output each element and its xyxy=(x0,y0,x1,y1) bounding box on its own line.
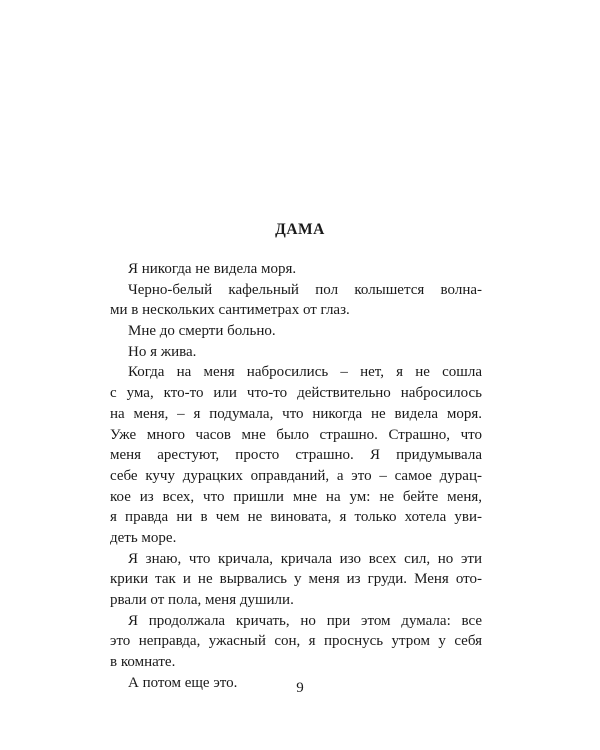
text-line: Я никогда не видела моря. xyxy=(128,261,297,277)
text-line: себе кучу дурацких оправданий, а это – самое дурац- xyxy=(110,467,482,484)
text-line: Я продолжала кричать, но при этом думала: все xyxy=(128,612,482,629)
text-line: кое из всех, что пришли мне на ум: не бейте меня, xyxy=(110,488,482,505)
text-line: в комнате. xyxy=(110,654,176,671)
text-line: с ума, кто-то или что-то действительно набросилось xyxy=(110,385,482,402)
text-line: ми в нескольких сантиметрах от глаз. xyxy=(110,302,350,319)
text-line: крики так и не вырвались у меня из груди. Меня ото- xyxy=(110,571,482,588)
body-text xyxy=(110,259,482,693)
text-line: Я знаю, что кричала, кричала изо всех сил, но эти xyxy=(128,550,482,567)
text-line: Мне до смерти больно. xyxy=(128,323,276,340)
text-line: Черно-белый кафельный пол колышется волна- xyxy=(128,281,482,298)
text-line: меня арестуют, просто страшно. Я придумывала xyxy=(110,447,482,464)
text-line: рвали от пола, меня душили. xyxy=(110,592,294,608)
text-line: А потом еще это. xyxy=(128,674,238,691)
page-number: 9 xyxy=(296,680,304,696)
text-line: на меня, – я подумала, что никогда не видела моря. xyxy=(110,405,482,422)
chapter-title: ДАМА xyxy=(275,221,325,238)
text-line: Но я жива. xyxy=(128,343,197,360)
text-line: Уже много часов мне было страшно. Страшно, что xyxy=(110,426,482,443)
text-line: Когда на меня набросились – нет, я не сошла xyxy=(128,364,482,381)
text-line: я правда ни в чем не виновата, я только хотела уви- xyxy=(110,509,482,526)
text-line: это неправда, ужасный сон, я проснусь утром у себя xyxy=(110,633,482,650)
text-line: деть море. xyxy=(110,529,177,546)
